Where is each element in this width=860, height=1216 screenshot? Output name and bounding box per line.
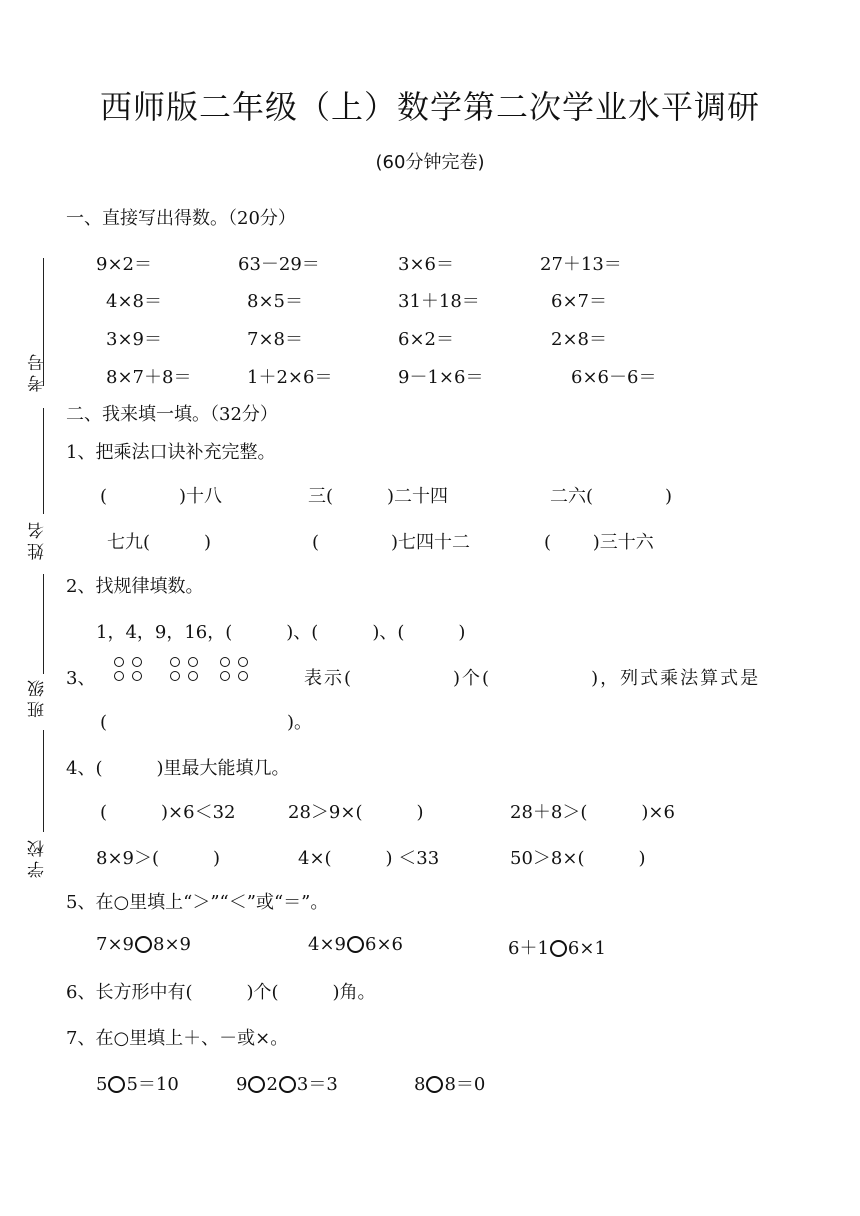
- problem: 9×2＝: [96, 254, 152, 275]
- fill-blank: 三( )二十四: [308, 486, 449, 507]
- operator-item: 5 5＝10: [96, 1074, 179, 1095]
- problem: 31＋18＝: [398, 291, 480, 312]
- problem: 3×6＝: [398, 254, 454, 275]
- operator-item: 9 2 3＝3: [236, 1074, 338, 1095]
- fill-blank: ( )三十六: [544, 532, 654, 553]
- question-4-label: 4、( )里最大能填几。: [66, 758, 290, 779]
- compare-item: 6＋1 6×1: [508, 938, 606, 959]
- problem: 8×5＝: [247, 291, 303, 312]
- fill-blank: ( )×6＜32: [100, 802, 236, 823]
- problem: 1＋2×6＝: [247, 367, 333, 388]
- problem: 27＋13＝: [540, 254, 622, 275]
- answer-circle-icon: [426, 1076, 443, 1093]
- fill-blank: 二六( ): [550, 486, 673, 507]
- problem: 8×7＋8＝: [106, 367, 192, 388]
- question-3-text: 表示( )个( )，列式乘法算式是: [304, 668, 761, 689]
- binding-label-exam-number: 考号: [28, 350, 48, 392]
- binding-line: [43, 408, 44, 514]
- compare-item: 7×9 8×9: [96, 934, 191, 955]
- problem: 3×9＝: [106, 329, 162, 350]
- answer-circle-icon: [279, 1076, 296, 1093]
- fill-blank: ( )七四十二: [312, 532, 471, 553]
- circle-group-icon: [220, 657, 250, 681]
- question-1-label: 1、把乘法口诀补充完整。: [66, 442, 276, 463]
- binding-label-name: 姓名: [28, 518, 48, 560]
- answer-circle-icon: [135, 936, 152, 953]
- answer-circle-icon: [108, 1076, 125, 1093]
- answer-circle-icon: [248, 1076, 265, 1093]
- circle-group-icon: [114, 657, 144, 681]
- question-3-label: 3、: [66, 668, 96, 689]
- problem: 7×8＝: [247, 329, 303, 350]
- problem: 2×8＝: [551, 329, 607, 350]
- question-5-label: 5、在○里填上“＞”“＜”或“＝”。: [66, 892, 329, 913]
- problem: 4×8＝: [106, 291, 162, 312]
- problem: 6×6－6＝: [571, 367, 657, 388]
- fill-blank: ( )十八: [100, 486, 223, 507]
- problem: 6×2＝: [398, 329, 454, 350]
- fill-blank: 七九( ): [107, 532, 212, 553]
- question-3-answer-blank: ( )。: [100, 712, 313, 733]
- section2-heading: 二、我来填一填。（32分）: [66, 404, 278, 425]
- binding-label-school: 学校: [28, 836, 48, 878]
- fill-blank: 50＞8×( ): [510, 848, 646, 869]
- binding-line: [43, 574, 44, 674]
- fill-blank: 28＋8＞( )×6: [510, 802, 675, 823]
- binding-line: [43, 730, 44, 832]
- answer-circle-icon: [550, 940, 567, 957]
- question-7-label: 7、在○里填上＋、－或×。: [66, 1028, 289, 1049]
- fill-blank: 8×9＞( ): [96, 848, 221, 869]
- fill-blank: 28＞9×( ): [288, 802, 424, 823]
- fill-blank: 4×( ) ＜33: [298, 848, 440, 869]
- answer-circle-icon: [347, 936, 364, 953]
- problem: 63－29＝: [238, 254, 320, 275]
- sequence-blanks: 1，4，9，16，( )、( )、( ): [96, 622, 466, 643]
- question-6-label: 6、长方形中有( )个( )角。: [66, 982, 376, 1003]
- binding-label-class: 班级: [28, 676, 48, 718]
- compare-item: 4×9 6×6: [308, 934, 403, 955]
- operator-item: 8 8＝0: [414, 1074, 486, 1095]
- question-2-label: 2、找规律填数。: [66, 576, 204, 597]
- circle-group-icon: [170, 657, 200, 681]
- page-subtitle: (60分钟完卷): [375, 152, 485, 173]
- section1-heading: 一、直接写出得数。（20分）: [66, 208, 296, 229]
- problem: 6×7＝: [551, 291, 607, 312]
- problem: 9－1×6＝: [398, 367, 484, 388]
- page-title: 西师版二年级（上）数学第二次学业水平调研: [99, 88, 760, 126]
